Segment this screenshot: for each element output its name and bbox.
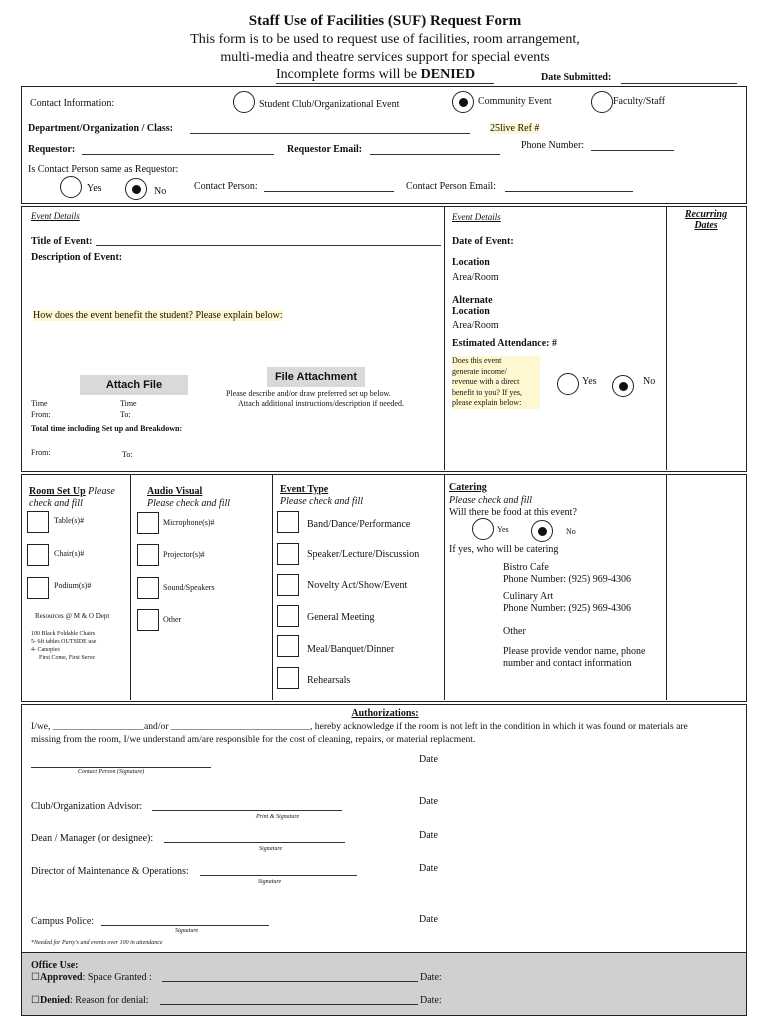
chairs-checkbox[interactable] (27, 544, 49, 566)
recurring-label: Recurring (684, 209, 728, 220)
police-field[interactable] (101, 925, 269, 926)
catering-title: Catering (449, 482, 487, 493)
to-label-2: To: (122, 450, 133, 459)
date-submitted-field[interactable] (621, 83, 737, 84)
chairs-label: Chair(s)# (54, 549, 85, 558)
radio-student-club[interactable] (233, 91, 255, 113)
from-label-1: From: (31, 410, 51, 419)
event-type-title: Event Type (280, 484, 329, 495)
advisor-field[interactable] (152, 810, 342, 811)
auth-title: Authorizations: (351, 708, 419, 719)
type-rehearsals-checkbox[interactable] (277, 667, 299, 689)
radio-food-no-label: No (566, 527, 576, 536)
type-meeting-label: General Meeting (307, 612, 375, 623)
bistro-phone: Phone Number: (925) 969-4306 (503, 574, 632, 585)
to-label-1: To: (120, 410, 131, 419)
from-label-2: From: (31, 448, 51, 457)
av-other-checkbox[interactable] (137, 609, 159, 631)
type-speaker-checkbox[interactable] (277, 543, 299, 565)
av-sub: Please check and fill (147, 498, 231, 509)
phone-field[interactable] (591, 150, 674, 151)
room-setup-sub: check and fill (29, 498, 83, 509)
time-label-1: Time (31, 399, 48, 408)
type-rehearsals-label: Rehearsals (307, 675, 351, 686)
date-submitted-label: Date Submitted: (541, 72, 612, 83)
advisor-label: Club/Organization Advisor: (31, 801, 143, 812)
advisor-caption: Print & Signature (256, 814, 300, 820)
radio-income-yes-label: Yes (582, 376, 597, 387)
area-room-label: Area/Room (452, 272, 499, 283)
culinary-phone: Phone Number: (925) 969-4306 (503, 603, 632, 614)
approved-row: ☐Approved: Space Granted : (31, 972, 152, 983)
radio-food-yes-label: Yes (497, 525, 509, 534)
vendor-note-1: Please provide vendor name, phone (503, 646, 646, 657)
sound-checkbox[interactable] (137, 577, 159, 599)
auth-text-1: I/we, ___________________and/or _____________________________, hereby acknowledge if the room is not left in the condition in which it was found or materials are (31, 721, 688, 732)
contact-person-label: Contact Person: (194, 181, 258, 192)
projector-label: Projector(s)# (163, 550, 205, 559)
benefit-question: How does the event benefit the student? Please explain below: (33, 310, 283, 321)
time-label-2: Time (120, 399, 137, 408)
header-line-1: This form is to be used to request use of facilities, room arrangement, (190, 32, 580, 47)
date-of-event-label: Date of Event: (452, 236, 514, 247)
event-title-label: Title of Event: (31, 236, 93, 247)
type-speaker-label: Speaker/Lecture/Discussion (307, 549, 420, 560)
date-label-4: Date (419, 863, 438, 874)
alternate-label: Alternate (452, 295, 493, 306)
radio-food-no[interactable] (531, 520, 553, 542)
denied-row: ☐Denied: Reason for denial: (31, 995, 149, 1006)
header-line-2: multi-media and theatre services support for special events (220, 50, 550, 65)
type-band-label: Band/Dance/Performance (307, 519, 411, 530)
resources-list: 100 Black Foldable Chairs 5- 6ft tables OUTSIDE use 4- Canopies First Come, First Serve (31, 631, 97, 661)
microphone-checkbox[interactable] (137, 512, 159, 534)
dean-label: Dean / Manager (or designee): (31, 833, 154, 844)
radio-same-no[interactable] (125, 178, 147, 200)
room-setup-title: Room Set Up Please (29, 486, 115, 497)
event-details-label: Event Details (31, 211, 80, 221)
right-event-details-label: Event Details (452, 212, 501, 222)
catering-other-label: Other (503, 626, 526, 637)
attach-file-button[interactable]: Attach File (80, 375, 188, 395)
alt-area-room-label: Area/Room (452, 320, 499, 331)
office-title: Office Use: (31, 960, 79, 971)
podium-label: Podium(s)# (54, 581, 92, 590)
radio-faculty-staff[interactable] (591, 91, 613, 113)
police-label: Campus Police: (31, 916, 95, 927)
date-label-2: Date (419, 796, 438, 807)
location-label: Location (452, 257, 490, 268)
date-label-3: Date (419, 830, 438, 841)
dates-label: Dates (694, 220, 718, 231)
attendance-label: Estimated Attendance: # (452, 338, 557, 349)
incomplete-notice: Incomplete forms will be DENIED (276, 67, 476, 82)
contact-sig-caption: Contact Person (Signature) (78, 769, 145, 775)
contact-signature-field[interactable] (31, 767, 211, 768)
radio-income-yes[interactable] (557, 373, 579, 395)
catering-sub: Please check and fill (449, 495, 533, 506)
event-description-label: Description of Event: (31, 252, 123, 263)
radio-community-event[interactable] (452, 91, 474, 113)
radio-same-yes[interactable] (60, 176, 82, 198)
dean-field[interactable] (164, 842, 345, 843)
radio-faculty-label: Faculty/Staff (613, 96, 666, 107)
office-date-2: Date: (420, 995, 442, 1006)
approved-checkbox-icon[interactable]: ☐ (31, 972, 40, 983)
radio-same-no-label: No (154, 186, 167, 197)
file-attachment-button[interactable]: File Attachment (267, 367, 365, 387)
requestor-field[interactable] (82, 154, 274, 155)
bistro-label: Bistro Cafe (503, 562, 549, 573)
vendor-note-2: number and contact information (503, 658, 632, 669)
contact-email-label: Contact Person Email: (406, 181, 496, 192)
catering-question: Will there be food at this event? (449, 507, 577, 518)
director-caption: Signature (258, 879, 282, 885)
same-contact-question: Is Contact Person same as Requestor: (28, 164, 179, 175)
income-question: Does this event generate income/ revenue with a direct benefit to you? If yes, please explain below: (452, 356, 540, 409)
event-type-sub: Please check and fill (280, 496, 364, 507)
requestor-label: Requestor: (28, 144, 76, 155)
type-meal-label: Meal/Banquet/Dinner (307, 644, 395, 655)
type-meal-checkbox[interactable] (277, 635, 299, 657)
dept-field[interactable] (190, 133, 470, 134)
denied-checkbox-icon[interactable]: ☐ (31, 995, 40, 1006)
av-other-label: Other (163, 615, 182, 624)
contact-person-field[interactable] (264, 191, 394, 192)
radio-student-club-label: Student Club/Organizational Event (259, 99, 400, 110)
radio-community-label: Community Event (478, 96, 552, 107)
type-meeting-checkbox[interactable] (277, 605, 299, 627)
tables-label: Table(s)# (54, 516, 85, 525)
office-use-section (21, 952, 747, 1016)
requestor-email-field[interactable] (370, 154, 500, 155)
projector-checkbox[interactable] (137, 544, 159, 566)
podium-checkbox[interactable] (27, 577, 49, 599)
denial-reason-field[interactable] (160, 1004, 418, 1005)
ref-label: 25live Ref # (490, 123, 540, 134)
resources-label: Resources @ M & O Dept (35, 612, 110, 620)
radio-food-yes[interactable] (472, 518, 494, 540)
file-note-1: Please describe and/or draw preferred set up below. (226, 389, 391, 398)
radio-same-yes-label: Yes (87, 183, 102, 194)
contact-info-label: Contact Information: (30, 98, 115, 109)
type-novelty-label: Novelty Act/Show/Event (307, 580, 408, 591)
director-label: Director of Maintenance & Operations: (31, 866, 189, 877)
police-caption: Signature (175, 928, 199, 934)
contact-email-field[interactable] (505, 191, 633, 192)
dean-caption: Signature (259, 846, 283, 852)
tables-checkbox[interactable] (27, 511, 49, 533)
catering-who: If yes, who will be catering (449, 544, 559, 555)
date-label-5: Date (419, 914, 438, 925)
dept-label: Department/Organization / Class: (28, 123, 173, 134)
microphone-label: Microphone(s)# (163, 518, 215, 527)
culinary-label: Culinary Art (503, 591, 554, 602)
director-field[interactable] (200, 875, 357, 876)
type-novelty-checkbox[interactable] (277, 574, 299, 596)
file-note-2: Attach additional instructions/description if needed. (238, 399, 404, 408)
phone-label: Phone Number: (521, 140, 585, 151)
office-date-1: Date: (420, 972, 442, 983)
total-time-label: Total time including Set up and Breakdown: (31, 424, 183, 433)
form-title: Staff Use of Facilities (SUF) Request Form (248, 13, 522, 29)
type-band-checkbox[interactable] (277, 511, 299, 533)
radio-income-no-label: No (643, 376, 656, 387)
av-title: Audio Visual (147, 486, 203, 497)
auth-text-2: missing from the room, I/we understand am/are responsible for the cost of cleaning, repairs, or material replacment. (31, 734, 476, 745)
sound-label: Sound/Speakers (163, 583, 215, 592)
alt-location-label: Location (452, 306, 490, 317)
radio-income-no[interactable] (612, 375, 634, 397)
date-label-1: Date (419, 754, 438, 765)
space-granted-field[interactable] (162, 981, 418, 982)
requestor-email-label: Requestor Email: (287, 144, 363, 155)
police-note: *Needed for Party's and events over 100 in attendance (31, 940, 163, 946)
event-title-field[interactable] (96, 245, 441, 246)
